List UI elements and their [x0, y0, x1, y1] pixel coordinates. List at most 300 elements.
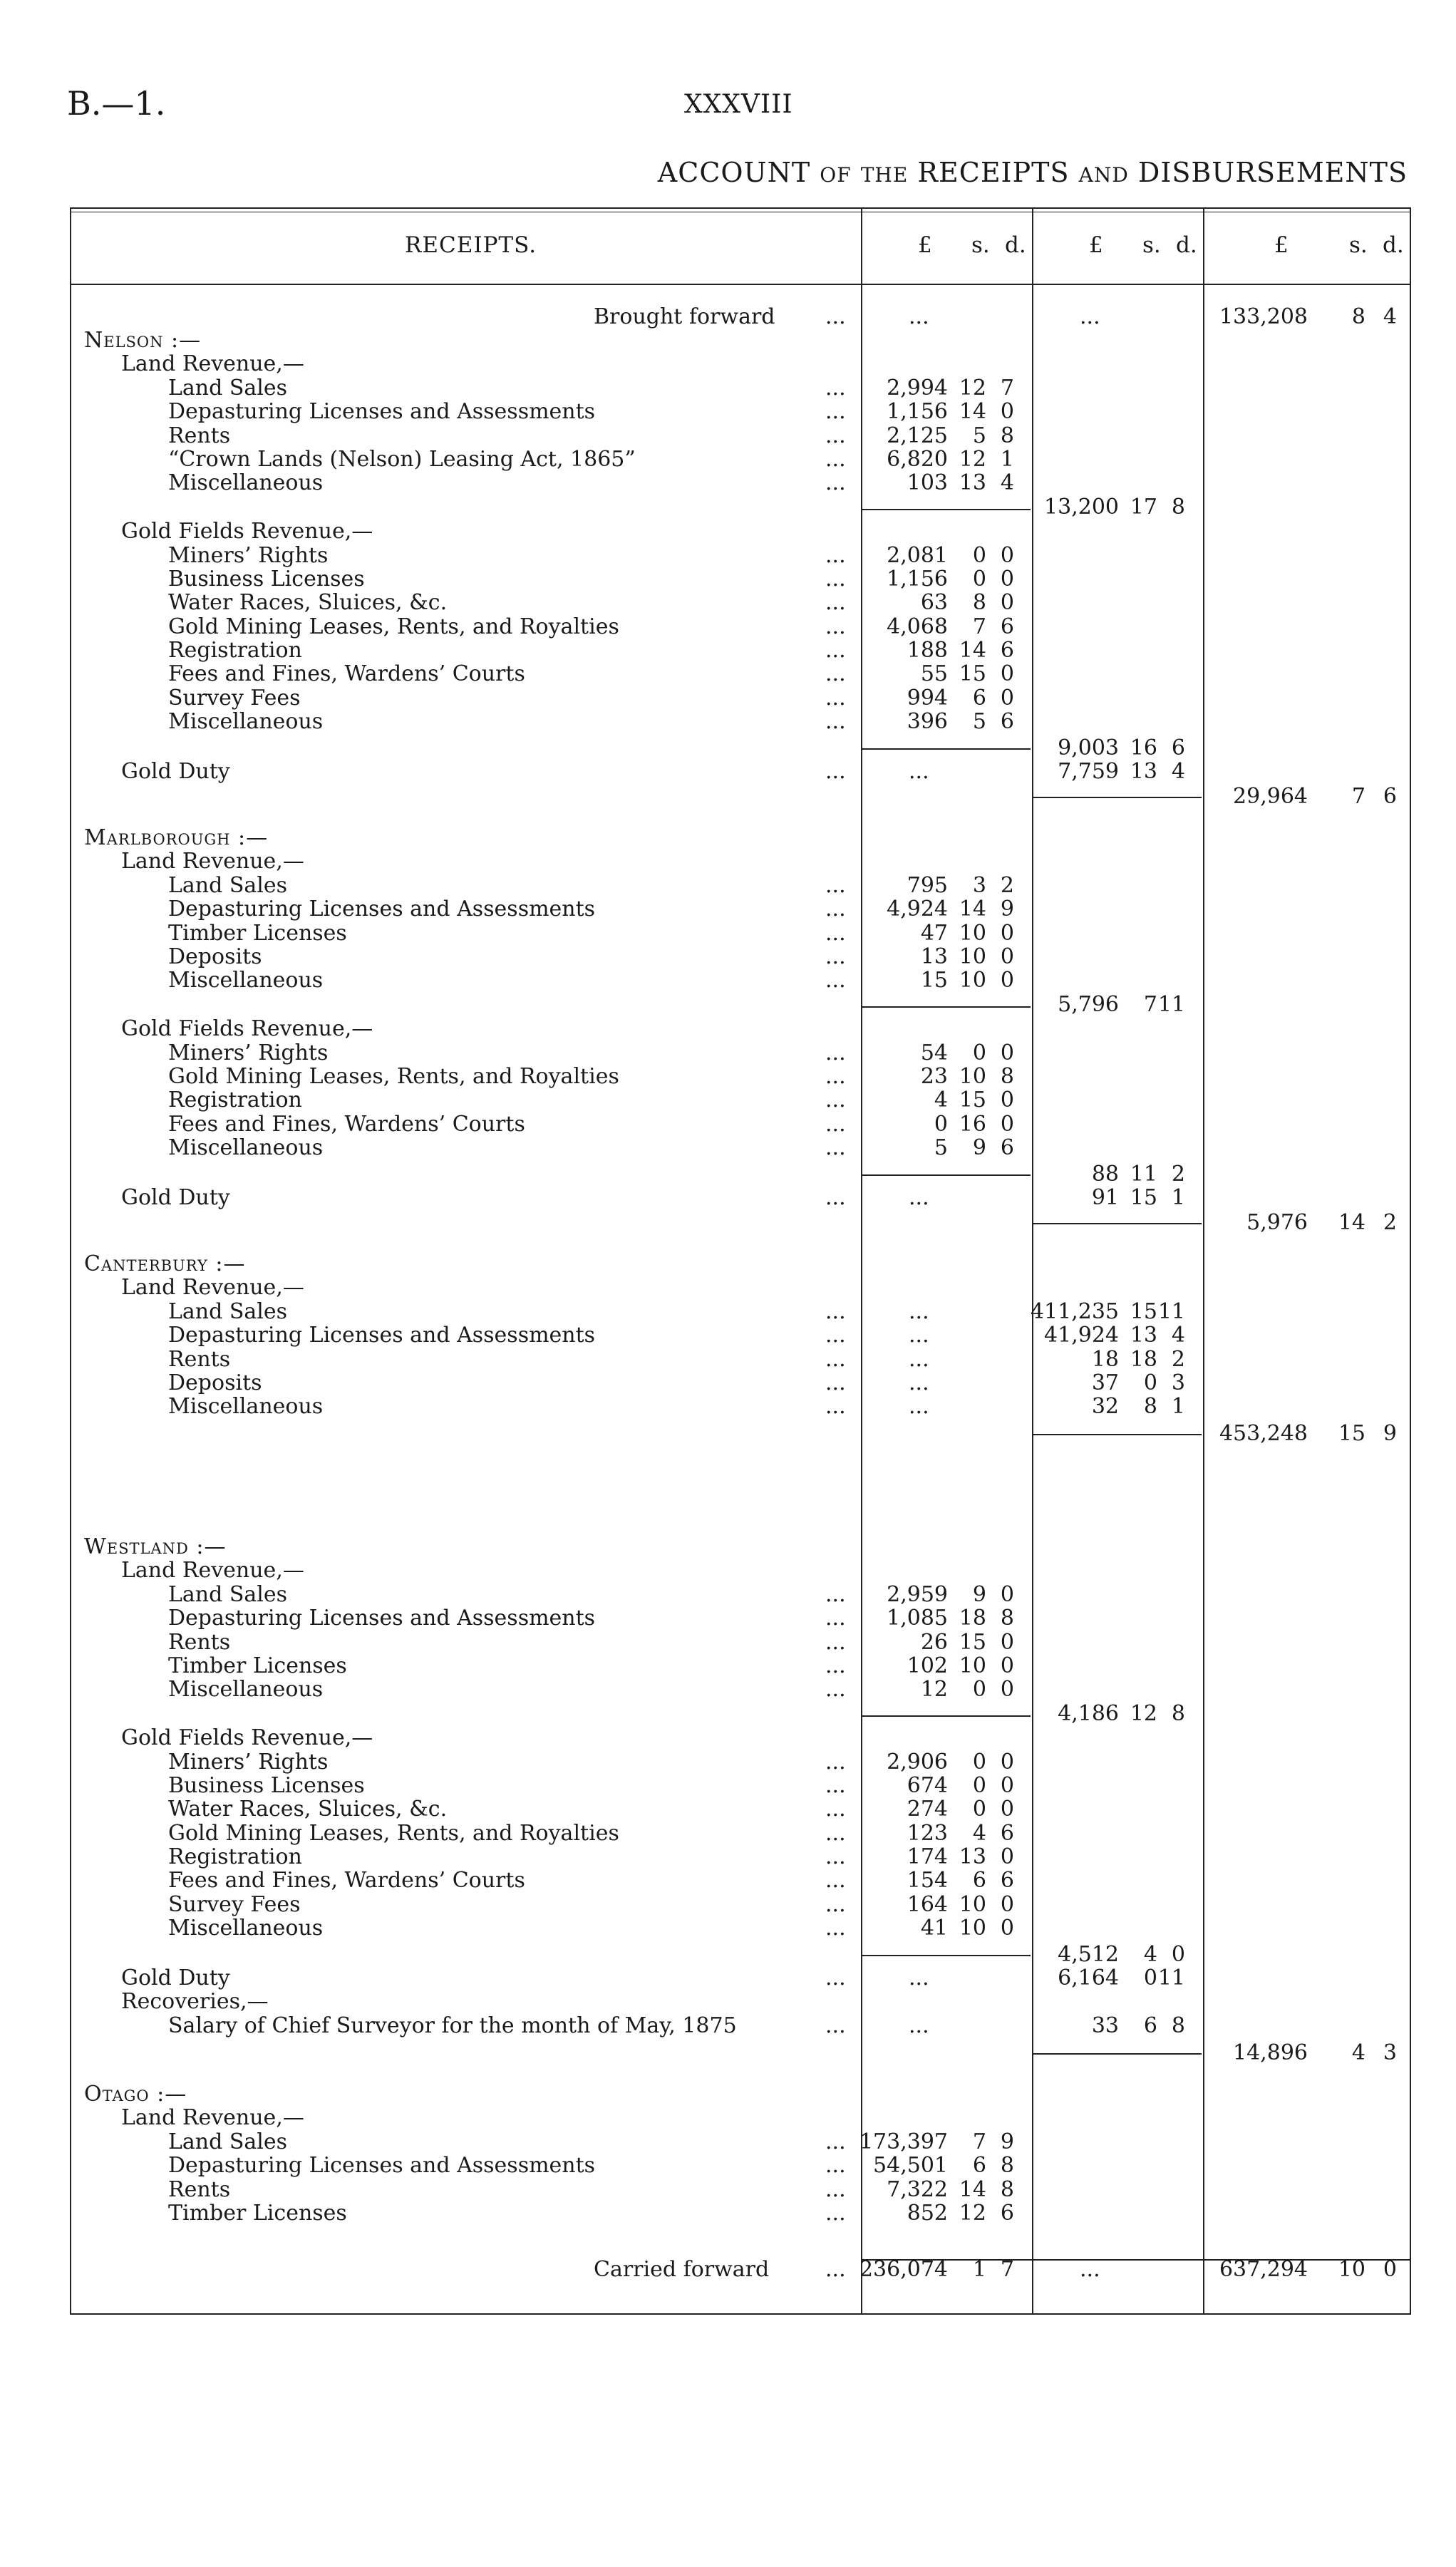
table-row: [70, 2130, 1410, 2154]
table-row: [70, 874, 1410, 898]
table-row: [70, 448, 1410, 472]
leader-dots: ...: [825, 1773, 846, 1798]
row-label: Land Sales: [168, 2129, 288, 2154]
amount-pounds: 14,896: [1233, 2040, 1308, 2065]
leader-dots: ...: [825, 1653, 846, 1678]
empty-amount: ...: [909, 1966, 929, 1990]
row-label: Gold Duty: [121, 1966, 230, 1990]
amount-pounds: 0: [934, 1112, 948, 1137]
leader-dots: ...: [825, 1821, 846, 1846]
section-heading: Otago :—: [84, 2082, 187, 2107]
table-row: [70, 329, 1410, 353]
empty-amount: ...: [909, 1394, 929, 1419]
empty-amount: ...: [909, 1185, 929, 1210]
col3-pound-header: £: [1274, 232, 1289, 258]
table-row: [70, 1422, 1410, 1446]
leader-dots: ...: [825, 873, 846, 898]
empty-amount: ...: [909, 1323, 929, 1348]
amount-shillings: 7: [972, 2129, 986, 2154]
amount-shillings: 16: [959, 1112, 986, 1137]
row-label: Water Races, Sluices, &c.: [168, 590, 448, 615]
leader-dots: ...: [825, 423, 846, 448]
row-label: Deposits: [168, 1370, 262, 1395]
leader-dots: ...: [825, 304, 846, 329]
empty-amount: ...: [909, 304, 929, 329]
amount-pence: 6: [1171, 735, 1185, 760]
section-heading: Westland :—: [84, 1534, 227, 1559]
amount-pounds: 91: [1091, 1185, 1119, 1210]
row-label: Miscellaneous: [168, 470, 324, 495]
table-row: [70, 897, 1410, 921]
amount-pounds: 12: [920, 1677, 948, 1702]
table-row: [70, 1088, 1410, 1112]
header-bottom-rule: [70, 284, 1411, 285]
title-and: AND: [1078, 163, 1129, 187]
amount-pounds: 4,924: [887, 897, 948, 921]
leader-dots: ...: [825, 470, 846, 495]
table-row: [70, 1750, 1410, 1775]
amount-pence: 2: [1171, 1162, 1185, 1187]
amount-pence: 8: [1000, 2153, 1014, 2178]
row-label: Business Licenses: [168, 567, 365, 592]
leader-dots: ...: [825, 1370, 846, 1395]
table-row: [70, 1583, 1410, 1607]
amount-pence: 11: [1157, 1966, 1185, 1990]
amount-shillings: 13: [1130, 1323, 1157, 1348]
page-number: XXXVIII: [684, 90, 793, 119]
col2-pence-header: d.: [1176, 232, 1197, 258]
amount-pence: 4: [1000, 470, 1014, 495]
empty-amount: ...: [909, 1347, 929, 1372]
row-label: Gold Mining Leases, Rents, and Royalties: [168, 614, 619, 639]
table-row: [70, 1559, 1410, 1583]
title-disbursements: DISBURSEMENTS: [1137, 157, 1408, 188]
amount-pence: 7: [1000, 376, 1014, 401]
row-label: Timber Licenses: [168, 921, 347, 946]
row-label: Timber Licenses: [168, 1653, 347, 1678]
table-row: [70, 1631, 1410, 1655]
amount-pounds: 2,906: [887, 1750, 948, 1775]
amount-pounds: 13: [920, 944, 948, 969]
amount-pounds: 6,820: [887, 447, 948, 472]
table-row: [70, 352, 1410, 376]
table-row: [70, 544, 1410, 568]
amount-pounds: 13,200: [1044, 495, 1119, 520]
amount-shillings: 14: [959, 2177, 986, 2202]
row-label: Land Revenue,—: [121, 1558, 304, 1583]
amount-pounds: 2,125: [887, 423, 948, 448]
amount-pence: 2: [1171, 1347, 1185, 1372]
table-row: [70, 921, 1410, 946]
row-label: Miners’ Rights: [168, 543, 329, 568]
amount-pence: 11: [1157, 1299, 1185, 1324]
row-label: Fees and Fines, Wardens’ Courts: [168, 1112, 525, 1137]
table-row: [70, 760, 1410, 784]
row-label: Miscellaneous: [168, 968, 324, 993]
amount-shillings: 0: [972, 1677, 986, 1702]
amount-shillings: 12: [1130, 1701, 1157, 1726]
amount-pence: 2: [1383, 1210, 1397, 1235]
table-row: [70, 1348, 1410, 1372]
amount-pounds: 102: [907, 1653, 948, 1678]
leader-dots: ...: [825, 2201, 846, 2226]
table-row: [70, 376, 1410, 401]
leader-dots: ...: [825, 2153, 846, 2178]
leader-dots: ...: [825, 944, 846, 969]
amount-pounds: 88: [1091, 1162, 1119, 1187]
table-row: [70, 710, 1410, 734]
row-label: Rents: [168, 1347, 231, 1372]
col2-pound-header: £: [1089, 232, 1103, 258]
accounts-table: [70, 0, 1410, 2567]
amount-pence: 8: [1171, 1701, 1185, 1726]
row-label: Gold Duty: [121, 759, 230, 784]
leader-dots: ...: [825, 1797, 846, 1822]
amount-pounds: 29,964: [1233, 784, 1308, 809]
row-label: Depasturing Licenses and Assessments: [168, 399, 596, 424]
amount-pounds: 54: [920, 1040, 948, 1065]
amount-pence: 8: [1000, 2177, 1014, 2202]
table-row: [70, 1943, 1410, 1967]
leader-dots: ...: [825, 2177, 846, 2202]
table-row: [70, 1017, 1410, 1041]
leader-dots: ...: [825, 376, 846, 401]
table-right-rule: [1410, 207, 1411, 2313]
row-label: Gold Fields Revenue,—: [121, 1725, 373, 1750]
amount-shillings: 4: [1143, 1942, 1157, 1967]
amount-pence: 0: [1171, 1942, 1185, 1967]
row-label: Land Sales: [168, 376, 288, 401]
amount-shillings: 4: [1351, 2040, 1365, 2065]
amount-pence: 6: [1000, 2201, 1014, 2226]
col3-pence-header: d.: [1383, 232, 1404, 258]
table-row: [70, 1276, 1410, 1300]
row-label: Land Sales: [168, 1299, 288, 1324]
amount-pence: 0: [1000, 567, 1014, 592]
amount-pounds: 795: [907, 873, 948, 898]
table-row: [70, 1252, 1410, 1276]
table-row: [70, 1702, 1410, 1726]
row-label: Depasturing Licenses and Assessments: [168, 2153, 596, 2178]
amount-shillings: 18: [959, 1606, 986, 1631]
amount-pence: 0: [1000, 686, 1014, 711]
amount-pence: 4: [1171, 1323, 1185, 1348]
empty-amount: ...: [909, 759, 929, 784]
amount-shillings: 12: [959, 376, 986, 401]
amount-pounds: 41: [920, 1916, 948, 1941]
amount-pence: 0: [1000, 1582, 1014, 1607]
amount-pence: 0: [1000, 543, 1014, 568]
amount-shillings: 15: [959, 661, 986, 686]
row-label: Water Races, Sluices, &c.: [168, 1797, 448, 1822]
amount-pence: 8: [1000, 1064, 1014, 1089]
leader-dots: ...: [825, 399, 846, 424]
table-row: [70, 2178, 1410, 2202]
amount-pence: 0: [1000, 1916, 1014, 1941]
amount-shillings: 0: [972, 1797, 986, 1822]
table-row: [70, 1186, 1410, 1210]
amount-pounds: 453,248: [1219, 1421, 1308, 1446]
amount-pence: 0: [1000, 1797, 1014, 1822]
table-row: [70, 639, 1410, 663]
leader-dots: ...: [825, 1394, 846, 1419]
table-row: [70, 1371, 1410, 1395]
table-row: [70, 1211, 1410, 1235]
leader-dots: ...: [825, 2257, 846, 2282]
amount-pence: 1: [1171, 1394, 1185, 1419]
table-row: [70, 1916, 1410, 1941]
amount-pence: 3: [1383, 2040, 1397, 2065]
table-row: [70, 471, 1410, 495]
amount-pounds: 164: [907, 1892, 948, 1917]
amount-shillings: 15: [1338, 1421, 1365, 1446]
amount-shillings: 12: [959, 2201, 986, 2226]
table-row: [70, 424, 1410, 448]
table-row: [70, 1774, 1410, 1798]
amount-pounds: 2,081: [887, 543, 948, 568]
amount-pounds: 54,501: [873, 2153, 948, 2178]
row-label: Deposits: [168, 944, 262, 969]
leader-dots: ...: [825, 1347, 846, 1372]
amount-pence: 1: [1171, 1185, 1185, 1210]
amount-shillings: 8: [1143, 1394, 1157, 1419]
amount-shillings: 10: [959, 1916, 986, 1941]
row-label: Land Revenue,—: [121, 849, 304, 874]
amount-pence: 4: [1383, 304, 1397, 329]
amount-pence: 8: [1171, 2013, 1185, 2038]
amount-shillings: 8: [972, 590, 986, 615]
amount-shillings: 12: [959, 447, 986, 472]
table-row: [70, 520, 1410, 544]
row-label: Depasturing Licenses and Assessments: [168, 897, 596, 921]
table-row: [70, 2201, 1410, 2226]
amount-shillings: 15: [959, 1630, 986, 1655]
amount-pence: 0: [1000, 944, 1014, 969]
amount-pence: 0: [1000, 1892, 1014, 1917]
row-label: Miscellaneous: [168, 1677, 324, 1702]
amount-shillings: 14: [959, 399, 986, 424]
row-label: Fees and Fines, Wardens’ Courts: [168, 1868, 525, 1893]
row-label: Rents: [168, 1630, 231, 1655]
amount-shillings: 0: [972, 1750, 986, 1775]
row-label: Salary of Chief Surveyor for the month of May, 1875: [168, 2013, 737, 2038]
amount-shillings: 5: [972, 709, 986, 734]
amount-shillings: 15: [959, 1088, 986, 1112]
amount-pence: 0: [1000, 1773, 1014, 1798]
amount-shillings: 14: [959, 897, 986, 921]
amount-shillings: 3: [972, 873, 986, 898]
amount-shillings: 11: [1130, 1162, 1157, 1187]
leader-dots: ...: [825, 1916, 846, 1941]
row-label: Business Licenses: [168, 1773, 365, 1798]
row-label: Gold Fields Revenue,—: [121, 519, 373, 544]
leader-dots: ...: [825, 661, 846, 686]
table-row: [70, 1606, 1410, 1631]
row-label: Miners’ Rights: [168, 1750, 329, 1775]
table-row: [70, 1966, 1410, 1990]
table-row: [70, 2041, 1410, 2065]
amount-shillings: 0: [1143, 1966, 1157, 1990]
leader-dots: ...: [825, 686, 846, 711]
amount-shillings: 10: [959, 944, 986, 969]
amount-pounds: 1,156: [887, 399, 948, 424]
leader-dots: ...: [825, 614, 846, 639]
amount-shillings: 10: [959, 1064, 986, 1089]
amount-pounds: 18: [1091, 1347, 1119, 1372]
amount-shillings: 5: [972, 423, 986, 448]
amount-pounds: 9,003: [1058, 735, 1119, 760]
amount-shillings: 6: [972, 2153, 986, 2178]
leader-dots: ...: [825, 2013, 846, 2038]
row-label: Depasturing Licenses and Assessments: [168, 1606, 596, 1631]
row-label: Timber Licenses: [168, 2201, 347, 2226]
empty-amount: ...: [1080, 304, 1100, 329]
row-label: Land Sales: [168, 1582, 288, 1607]
amount-pence: 7: [1000, 2257, 1014, 2282]
amount-pence: 8: [1171, 495, 1185, 520]
leader-dots: ...: [825, 1088, 846, 1112]
row-label: Land Sales: [168, 873, 288, 898]
table-row: [70, 1300, 1410, 1324]
amount-pounds: 4,186: [1058, 1701, 1119, 1726]
table-row: [70, 1845, 1410, 1869]
row-label: Rents: [168, 423, 231, 448]
table-row: [70, 1065, 1410, 1089]
amount-shillings: 10: [959, 968, 986, 993]
table-row: [70, 993, 1410, 1017]
amount-pence: 0: [1000, 399, 1014, 424]
amount-pounds: 1,156: [887, 567, 948, 592]
row-label: Carried forward: [594, 2257, 770, 2282]
amount-pence: 11: [1157, 992, 1185, 1017]
col2-shilling-header: s.: [1142, 232, 1161, 258]
amount-pounds: 188: [907, 638, 948, 663]
table-row: [70, 686, 1410, 711]
receipts-header: RECEIPTS.: [405, 232, 537, 258]
empty-amount: ...: [909, 1370, 929, 1395]
amount-pence: 6: [1000, 709, 1014, 734]
leader-dots: ...: [825, 1064, 846, 1089]
amount-shillings: 6: [1143, 2013, 1157, 2038]
row-label: Brought forward: [594, 304, 775, 329]
amount-pounds: 32: [1091, 1394, 1119, 1419]
amount-pounds: 1,085: [887, 1606, 948, 1631]
table-row: [70, 2106, 1410, 2130]
amount-shillings: 0: [972, 543, 986, 568]
amount-shillings: 10: [959, 1653, 986, 1678]
amount-pounds: 236,074: [859, 2257, 948, 2282]
empty-amount: ...: [909, 1299, 929, 1324]
table-row: [70, 1323, 1410, 1348]
amount-pence: 6: [1000, 1868, 1014, 1893]
table-top-rule: [70, 207, 1411, 209]
amount-shillings: 7: [1351, 784, 1365, 809]
amount-shillings: 7: [1143, 992, 1157, 1017]
row-label: Depasturing Licenses and Assessments: [168, 1323, 596, 1348]
table-row: [70, 736, 1410, 760]
row-label: Gold Mining Leases, Rents, and Royalties: [168, 1064, 619, 1089]
amount-shillings: 8: [1351, 304, 1365, 329]
amount-pounds: 63: [920, 590, 948, 615]
row-label: Survey Fees: [168, 1892, 301, 1917]
amount-shillings: 1: [972, 2257, 986, 2282]
amount-pence: 3: [1171, 1370, 1185, 1395]
amount-shillings: 9: [972, 1135, 986, 1160]
amount-shillings: 9: [972, 1582, 986, 1607]
amount-pounds: 23: [920, 1064, 948, 1089]
row-label: Fees and Fines, Wardens’ Courts: [168, 661, 525, 686]
amount-pence: 6: [1000, 1821, 1014, 1846]
amount-pence: 1: [1000, 447, 1014, 472]
leader-dots: ...: [825, 709, 846, 734]
title-account: ACCOUNT: [657, 157, 811, 188]
amount-pounds: 5,796: [1058, 992, 1119, 1017]
row-label: Miscellaneous: [168, 1135, 324, 1160]
table-row: [70, 495, 1410, 520]
row-label: Registration: [168, 638, 302, 663]
table-row: [70, 400, 1410, 424]
amount-pounds: 7,322: [887, 2177, 948, 2202]
table-row: [70, 1041, 1410, 1065]
table-row: [70, 945, 1410, 969]
amount-shillings: 16: [1130, 735, 1157, 760]
amount-pence: 9: [1000, 2129, 1014, 2154]
amount-pence: 0: [1000, 1677, 1014, 1702]
section-heading: Nelson :—: [84, 328, 202, 353]
table-row: [70, 2082, 1410, 2107]
row-label: Miscellaneous: [168, 1394, 324, 1419]
amount-pence: 6: [1383, 784, 1397, 809]
amount-pounds: 4,068: [887, 614, 948, 639]
leader-dots: ...: [825, 543, 846, 568]
table-row: [70, 1869, 1410, 1893]
leader-dots: ...: [825, 1112, 846, 1137]
amount-pence: 6: [1000, 614, 1014, 639]
table-row: [70, 305, 1410, 329]
row-label: Gold Fields Revenue,—: [121, 1016, 373, 1041]
row-label: Gold Duty: [121, 1185, 230, 1210]
amount-shillings: 13: [1130, 759, 1157, 784]
amount-pounds: 133,208: [1219, 304, 1308, 329]
table-row: [70, 826, 1410, 850]
leader-dots: ...: [825, 590, 846, 615]
amount-pounds: 15: [920, 968, 948, 993]
empty-amount: ...: [1080, 2257, 1100, 2282]
leader-dots: ...: [825, 1966, 846, 1990]
amount-pence: 6: [1000, 1135, 1014, 1160]
section-heading: Marlborough :—: [84, 825, 269, 850]
amount-pence: 0: [1000, 968, 1014, 993]
amount-pounds: 411,235: [1030, 1299, 1119, 1324]
amount-pounds: 637,294: [1219, 2257, 1308, 2282]
leader-dots: ...: [825, 567, 846, 592]
amount-pounds: 55: [920, 661, 948, 686]
table-row: [70, 1822, 1410, 1846]
leader-dots: ...: [825, 1299, 846, 1324]
row-label: Rents: [168, 2177, 231, 2202]
leader-dots: ...: [825, 1892, 846, 1917]
row-label: Land Revenue,—: [121, 2105, 304, 2130]
amount-pounds: 5,976: [1246, 1210, 1308, 1235]
section-heading: Canterbury :—: [84, 1251, 246, 1276]
amount-pence: 9: [1383, 1421, 1397, 1446]
table-row: [70, 1893, 1410, 1917]
amount-pounds: 274: [907, 1797, 948, 1822]
amount-pence: 0: [1000, 1040, 1014, 1065]
amount-shillings: 10: [1338, 2257, 1365, 2282]
table-row: [70, 567, 1410, 592]
col1-pence-header: d.: [1005, 232, 1026, 258]
